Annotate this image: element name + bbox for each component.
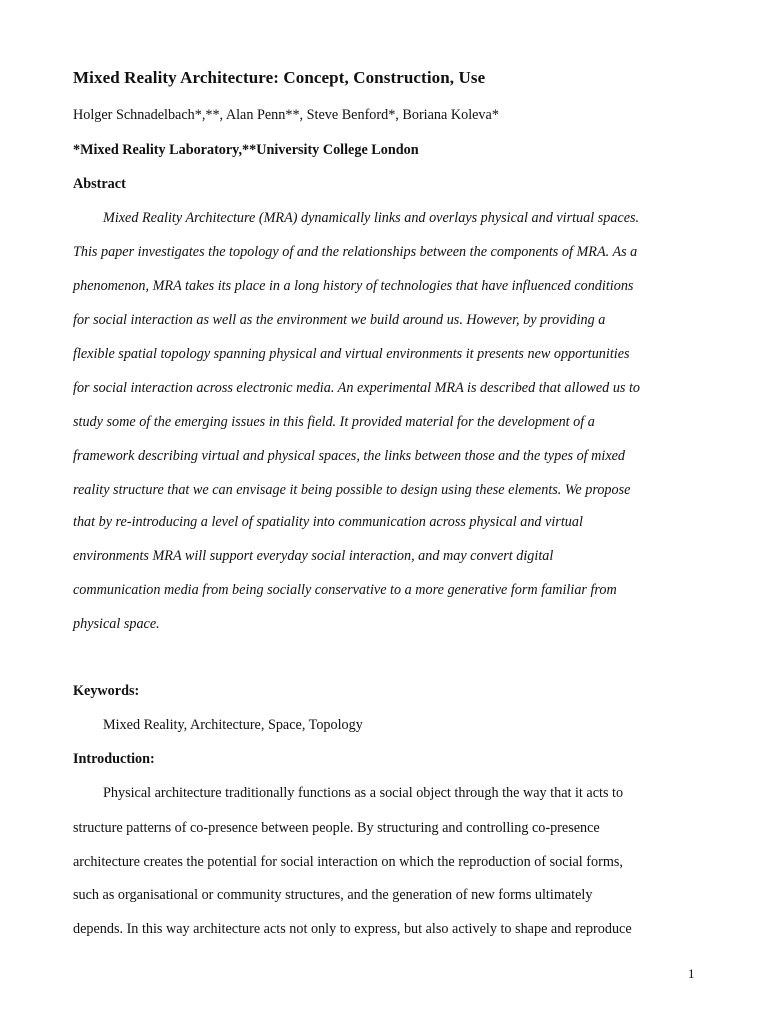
keywords-text: Mixed Reality, Architecture, Space, Topology	[103, 717, 363, 733]
abstract-line: flexible spatial topology spanning physical and virtual environments it presents new opportunities	[73, 346, 630, 362]
abstract-line: that by re-introducing a level of spatiality into communication across physical and virtual	[73, 514, 583, 530]
paper-title: Mixed Reality Architecture: Concept, Construction, Use	[73, 68, 486, 87]
abstract-line: for social interaction across electronic media. An experimental MRA is described that allowed us to	[73, 380, 641, 396]
abstract-line: for social interaction as well as the environment we build around us. However, by providing a	[73, 312, 606, 328]
intro-line: depends. In this way architecture acts not only to express, but also actively to shape and reproduce	[73, 921, 632, 937]
abstract-line: phenomenon, MRA takes its place in a long history of technologies that have influenced conditions	[73, 278, 634, 294]
abstract-line: study some of the emerging issues in this field. It provided material for the development of a	[73, 414, 595, 430]
abstract-line: framework describing virtual and physical spaces, the links between those and the types of mixed	[73, 448, 626, 464]
abstract-line: physical space.	[73, 616, 160, 632]
page-number: 1	[688, 966, 695, 981]
paper-affiliations: *Mixed Reality Laboratory,**University College London	[73, 142, 419, 158]
intro-line: Physical architecture traditionally functions as a social object through the way that it acts to	[103, 785, 624, 801]
introduction-heading: Introduction:	[73, 751, 155, 767]
keywords-heading: Keywords:	[73, 683, 140, 699]
abstract-line: This paper investigates the topology of and the relationships between the components of MRA. As a	[73, 244, 638, 260]
intro-line: structure patterns of co-presence between people. By structuring and controlling co-presence	[73, 820, 600, 836]
paper-authors: Holger Schnadelbach*,**, Alan Penn**, Steve Benford*, Boriana Koleva*	[73, 107, 499, 123]
abstract-line: reality structure that we can envisage it being possible to design using these elements. We propose	[73, 482, 631, 498]
intro-line: such as organisational or community structures, and the generation of new forms ultimately	[73, 887, 593, 903]
abstract-line: environments MRA will support everyday social interaction, and may convert digital	[73, 548, 554, 564]
abstract-line: Mixed Reality Architecture (MRA) dynamically links and overlays physical and virtual spaces.	[103, 210, 640, 226]
abstract-line: communication media from being socially conservative to a more generative form familiar from	[73, 582, 617, 598]
intro-line: architecture creates the potential for social interaction on which the reproduction of social forms,	[73, 854, 623, 870]
abstract-heading: Abstract	[73, 176, 126, 192]
